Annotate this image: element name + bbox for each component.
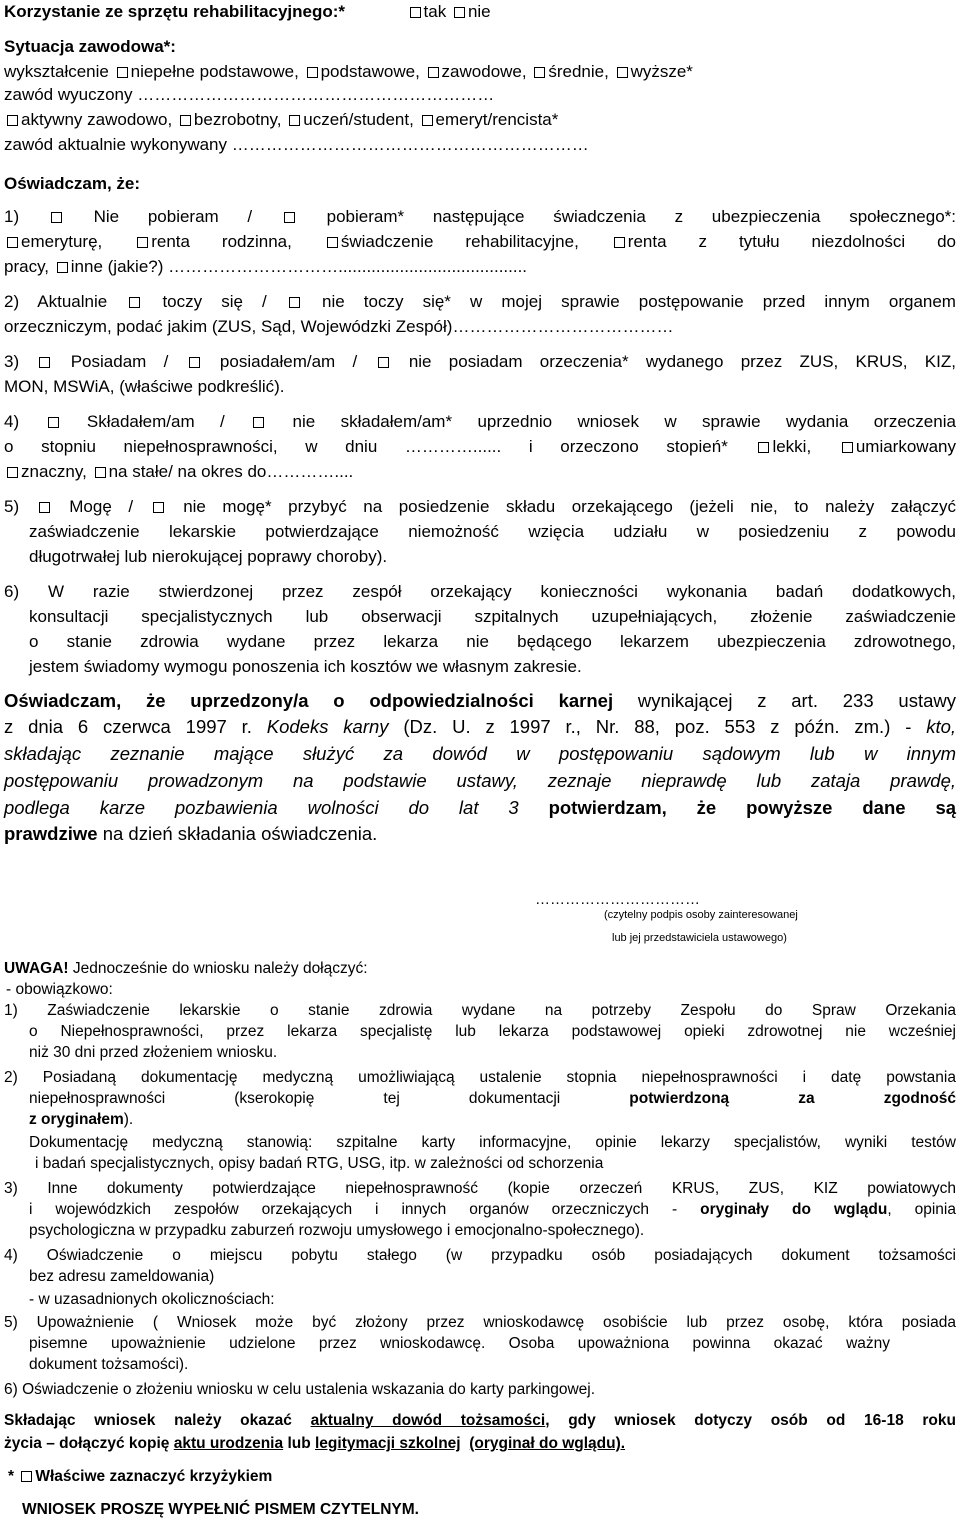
checkbox-cannot-attend[interactable] bbox=[153, 502, 164, 513]
checkbox-higher[interactable] bbox=[617, 67, 628, 78]
obligatory-label: - obowiązkowo: bbox=[6, 981, 113, 998]
point4-line3: znaczny, na stałe/ na okres do………….... bbox=[4, 462, 353, 482]
att1-line2: o Niepełnosprawności, przez lekarza specjalistę lub lekarza podstawowej opieki zdrowotnej nie wcześniej bbox=[29, 1023, 956, 1040]
point4-line2: o stopniu niepełnosprawności, w dniu …………...... i orzeczono stopień* lekki, umiarkowany bbox=[4, 437, 956, 456]
checkbox-employed[interactable] bbox=[7, 115, 18, 126]
point6-line3: o stanie zdrowia wydane przez lekarza nie będącego lekarzem ubezpieczenia zdrowotnego, bbox=[29, 632, 956, 651]
option-primary: podstawowe, bbox=[320, 62, 420, 81]
att2-line1: 2) Posiadaną dokumentację medyczną umożliwiającą ustalenie stopnia niepełnosprawności i datę powstania bbox=[4, 1069, 956, 1086]
current-profession-field[interactable]: zawód aktualnie wykonywany ……………………………………………………… bbox=[4, 135, 589, 154]
checkbox-pension[interactable] bbox=[7, 237, 18, 248]
education-label: wykształcenie bbox=[4, 62, 109, 81]
point5-line1: 5) Mogę / nie mogę* przybyć na posiedzenie składu orzekającego (jeżeli nie, to należy załączyć bbox=[4, 497, 956, 516]
checkbox-not-submitted[interactable] bbox=[253, 417, 264, 428]
point5-line3: długotrwałej lub nierokującej poprawy choroby). bbox=[29, 547, 388, 566]
education-line bbox=[4, 62, 693, 82]
option-secondary: średnie, bbox=[548, 62, 609, 81]
uwaga-label: UWAGA! bbox=[4, 960, 69, 977]
learned-profession-field[interactable]: zawód wyuczony ……………………………………………………… bbox=[4, 85, 495, 104]
checkbox-receiving[interactable] bbox=[284, 212, 295, 223]
checkbox-secondary[interactable] bbox=[534, 67, 545, 78]
checkbox-had-certificate[interactable] bbox=[189, 357, 200, 368]
point3-line1: 3) Posiadam / posiadałem/am / nie posiadam orzeczenia* wydanego przez ZUS, KRUS, KIZ, bbox=[4, 352, 956, 371]
point6-line4: jestem świadomy wymogu ponoszenia ich kosztów we własnym zakresie. bbox=[29, 657, 582, 676]
footnote-checkbox-icon bbox=[21, 1471, 32, 1482]
checkbox-disability-pension[interactable] bbox=[614, 237, 625, 248]
point6-line2: konsultacji specjalistycznych lub obserwacji szpitalnych uzupełniających, złożenie zaświadczenie bbox=[29, 607, 956, 626]
equipment-usage-label: Korzystanie ze sprzętu rehabilitacyjnego:* bbox=[4, 2, 346, 21]
att2-line3: z oryginałem). bbox=[29, 1111, 134, 1128]
att3-line3: psychologiczna w przypadku zaburzeń rozwoju umysłowego i emocjonalno-społecznego). bbox=[29, 1222, 645, 1239]
checkbox-primary[interactable] bbox=[307, 67, 318, 78]
checkbox-degree-light[interactable] bbox=[758, 442, 769, 453]
checkbox-degree-significant[interactable] bbox=[7, 467, 18, 478]
checkbox-submitted[interactable] bbox=[48, 417, 59, 428]
checkbox-permanent-period[interactable] bbox=[95, 467, 106, 478]
circumstances-label: - w uzasadnionych okolicznościach: bbox=[29, 1291, 275, 1308]
att6-line: 6) Oświadczenie o złożeniu wniosku w celu ustalenia wskazania do karty parkingowej. bbox=[4, 1381, 596, 1398]
checkbox-degree-moderate[interactable] bbox=[842, 442, 853, 453]
checkbox-nie[interactable] bbox=[454, 7, 465, 18]
decl-line3: składając zeznanie mające służyć za dowód w postępowaniu sądowym lub w innym bbox=[4, 743, 956, 764]
att4-line2: bez adresu zameldowania) bbox=[29, 1268, 215, 1285]
point2-line1: 2) Aktualnie toczy się / nie toczy się* w mojej sprawie postępowanie przed innym organem bbox=[4, 292, 956, 311]
final-line2: życia – dołączyć kopię aktu urodzenia lub legitymacji szkolnej (oryginał do wglądu). bbox=[4, 1435, 626, 1452]
att2-line4: Dokumentację medyczną stanowią: szpitalne karty informacyjne, opinie lekarzy specjalistów, wyniki testów bbox=[29, 1134, 956, 1151]
checkbox-no-certificate[interactable] bbox=[378, 357, 389, 368]
checkbox-rehab-benefit[interactable] bbox=[327, 237, 338, 248]
point5-line2: zaświadczenie lekarskie potwierdzające niemożność wzięcia udziału w posiedzeniu z powodu bbox=[29, 522, 956, 541]
point1-line1: 1) Nie pobieram / pobieram* następujące świadczenia z ubezpieczenia społecznego*: bbox=[4, 207, 956, 226]
declaration-heading: Oświadczam, że: bbox=[4, 174, 141, 193]
checkbox-retired[interactable] bbox=[422, 115, 433, 126]
att2-line5: i badań specjalistycznych, opisy badań RTG, USG, itp. w zależności od schorzenia bbox=[35, 1155, 604, 1172]
checkbox-have-certificate[interactable] bbox=[39, 357, 50, 368]
signature-caption-2: lub jej przedstawiciela ustawowego) bbox=[612, 932, 787, 944]
point3-line2: MON, MSWiA, (właściwe podkreślić). bbox=[4, 377, 285, 396]
decl-line2: z dnia 6 czerwca 1997 r. Kodeks karny (Dz. U. z 1997 r., Nr. 88, poz. 553 z późn. zm.) - kto, bbox=[4, 716, 957, 737]
att1-line1: 1) Zaświadczenie lekarskie o stanie zdrowia wydane na potrzeby Zespołu do Spraw Orzekania bbox=[4, 1002, 956, 1019]
checkbox-tak[interactable] bbox=[410, 7, 421, 18]
checkbox-vocational[interactable] bbox=[428, 67, 439, 78]
option-higher: wyższe* bbox=[630, 62, 693, 81]
footnote-line: * Właściwe zaznaczyć krzyżykiem bbox=[8, 1468, 273, 1485]
point1-line2: emeryturę, renta rodzinna, świadczenie rehabilitacyjne, renta z tytułu niezdolności do bbox=[0, 232, 960, 252]
tak-label: tak bbox=[423, 2, 447, 21]
option-incomplete-primary: niepełne podstawowe, bbox=[130, 62, 299, 81]
checkbox-student[interactable] bbox=[289, 115, 300, 126]
point2-line2: orzeczniczym, podać jakim (ZUS, Sąd, Wojewódzki Zespół)………………………………… bbox=[4, 317, 674, 336]
decl-line6: prawdziwe na dzień składania oświadczenia. bbox=[4, 823, 378, 844]
att5-line1: 5) Upoważnienie ( Wniosek może być złożony przez wnioskodawcę osobiście lub przez osobę, która posiada bbox=[4, 1314, 956, 1331]
att5-line2: pisemne upoważnienie udzielone przez wnioskodawcę. Osoba upoważniona powinna okazać ważny bbox=[29, 1335, 890, 1352]
option-retired: emeryt/rencista* bbox=[435, 110, 559, 129]
checkbox-proceeding-ongoing[interactable] bbox=[129, 297, 140, 308]
att5-line3: dokument tożsamości). bbox=[29, 1356, 189, 1373]
checkbox-unemployed[interactable] bbox=[180, 115, 191, 126]
checkbox-family-pension[interactable] bbox=[137, 237, 148, 248]
final-line1: Składając wniosek należy okazać aktualny dowód tożsamości, gdy wniosek dotyczy osób od 16-18 roku bbox=[4, 1412, 956, 1429]
nie-label: nie bbox=[467, 2, 491, 21]
closing-instruction: WNIOSEK PROSZĘ WYPEŁNIĆ PISMEM CZYTELNYM. bbox=[22, 1501, 419, 1518]
att1-line3: niż 30 dni przed złożeniem wniosku. bbox=[29, 1044, 278, 1061]
point4-line1: 4) Składałem/am / nie składałem/am* uprzednio wniosek w sprawie wydania orzeczenia bbox=[4, 412, 956, 431]
decl-line1: Oświadczam, że uprzedzony/a o odpowiedzialności karnej wynikającej z art. 233 ustawy bbox=[4, 690, 956, 711]
option-vocational: zawodowe, bbox=[441, 62, 527, 81]
checkbox-proceeding-not-ongoing[interactable] bbox=[289, 297, 300, 308]
decl-line4: postępowaniu prowadzonym na podstawie ustawy, zeznaje nieprawdę lub zataja prawdę, bbox=[4, 770, 956, 791]
uwaga-line: UWAGA! Jednocześnie do wniosku należy dołączyć: bbox=[4, 960, 368, 977]
signature-line[interactable]: …………………………… bbox=[535, 891, 700, 908]
att3-line1: 3) Inne dokumenty potwierdzające niepełnosprawność (kopie orzeczeń KRUS, ZUS, KIZ powiatowych bbox=[4, 1180, 956, 1197]
decl-line5: podlega karze pozbawienia wolności do lat 3 potwierdzam, że powyższe dane są bbox=[4, 797, 957, 818]
att4-line1: 4) Oświadczenie o miejscu pobytu stałego (w przypadku osób posiadających dokument tożsamości bbox=[4, 1247, 956, 1264]
att3-line2: i wojewódzkich zespołów orzekających i innych organów orzeczniczych - oryginały do wglądu, opinia bbox=[29, 1201, 956, 1218]
checkbox-can-attend[interactable] bbox=[39, 502, 50, 513]
point6-line1: 6) W razie stwierdzonej przez zespół orzekający konieczności wykonania badań dodatkowych, bbox=[4, 582, 956, 601]
equipment-usage-question bbox=[4, 2, 491, 22]
option-student: uczeń/student, bbox=[303, 110, 414, 129]
point1-line3: pracy, inne (jakie?) …………………………........................................ bbox=[4, 257, 528, 276]
checkbox-other-benefit[interactable] bbox=[57, 262, 68, 273]
employment-status-line bbox=[4, 110, 558, 130]
att2-line2: niepełnosprawności (kserokopię tej dokumentacji potwierdzoną za zgodność bbox=[29, 1090, 957, 1107]
option-employed: aktywny zawodowo, bbox=[21, 110, 173, 129]
employment-heading: Sytuacja zawodowa*: bbox=[4, 37, 176, 56]
checkbox-incomplete-primary[interactable] bbox=[117, 67, 128, 78]
signature-caption-1: (czytelny podpis osoby zainteresowanej bbox=[604, 909, 798, 921]
checkbox-not-receiving[interactable] bbox=[51, 212, 62, 223]
option-unemployed: bezrobotny, bbox=[193, 110, 282, 129]
